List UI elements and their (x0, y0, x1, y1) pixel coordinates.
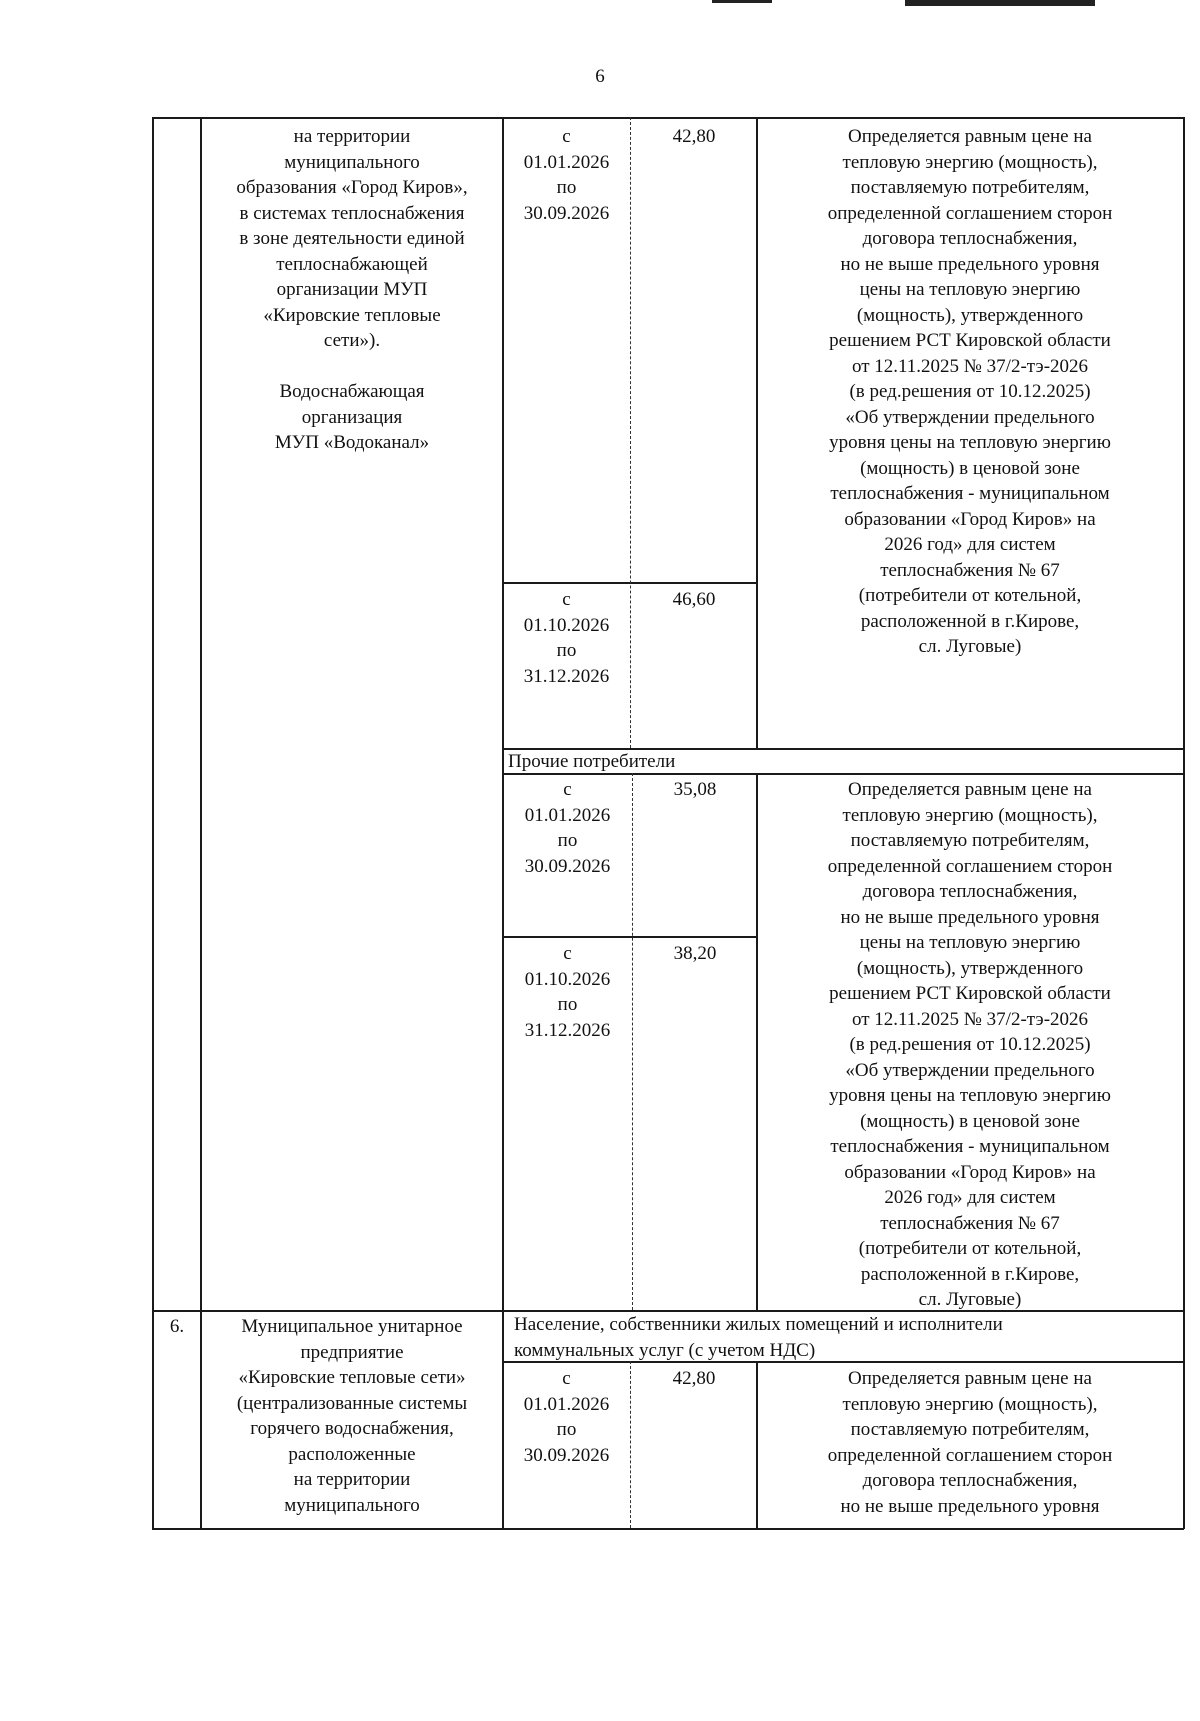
note-line: образовании «Город Киров» на (844, 508, 1096, 530)
date-line: с (563, 779, 572, 800)
text-line: (централизованные системы (236, 1392, 468, 1414)
date-line: 31.12.2026 (524, 1019, 611, 1041)
date-line: по (556, 177, 577, 198)
date-line: 01.01.2026 (523, 1393, 610, 1415)
note-line: решением РСТ Кировской области (829, 983, 1111, 1004)
note-line: теплоснабжения № 67 (880, 559, 1060, 581)
other-consumers-note (758, 777, 1182, 1313)
row6-number: 6. (169, 1316, 185, 1337)
text-line: на территории (293, 1469, 411, 1490)
text-line: расположенные (288, 1443, 416, 1465)
note-line: договора теплоснабжения, (862, 881, 1078, 902)
note-line: тепловую энергию (мощность), (842, 151, 1098, 173)
row5-period-2-value: 46,60 (672, 589, 716, 610)
note-line: (мощность), утвержденного (856, 304, 1084, 326)
date-line: 30.09.2026 (524, 855, 611, 877)
note-line: тепловую энергию (мощность), (842, 804, 1098, 826)
text-line: Муниципальное унитарное (241, 1316, 463, 1337)
scan-artifact (905, 0, 1095, 6)
note-line: уровня цены на тепловую энергию (829, 432, 1111, 453)
note-line: теплоснабжения - муниципальном (830, 483, 1110, 504)
note-line: Определяется равным цене на (848, 1368, 1092, 1389)
note-line: расположенной в г.Кирове, (860, 1263, 1080, 1285)
note-line: 2026 год» для систем (884, 534, 1056, 555)
note-line: (потребители от котельной, (858, 1238, 1082, 1259)
note-line: поставляемую потребителям, (850, 1419, 1090, 1440)
note-line: поставляемую потребителям, (850, 830, 1090, 851)
note-line: теплоснабжения - муниципальном (830, 1136, 1110, 1157)
date-line: 01.10.2026 (523, 614, 610, 636)
row5-org-text (204, 124, 500, 456)
col-border-date-other (632, 773, 633, 1310)
date-line: 30.09.2026 (523, 202, 610, 224)
text-line: муниципального (284, 1494, 420, 1516)
note-line: Определяется равным цене на (848, 779, 1092, 800)
date-line: по (556, 1419, 577, 1440)
header-line: коммунальных услуг (с учетом НДС) (514, 1339, 816, 1361)
note-line: тепловую энергию (мощность), (842, 1393, 1098, 1415)
row6-period-value: 42,80 (672, 1368, 716, 1389)
text-line: организации МУП (276, 279, 428, 300)
note-line: от 12.11.2025 № 37/2-тэ-2026 (851, 355, 1089, 377)
note-line: образовании «Город Киров» на (844, 1161, 1096, 1183)
text-line: в системах теплоснабжения (239, 202, 465, 224)
text-line: горячего водоснабжения, (250, 1418, 454, 1439)
note-line: Определяется равным цене на (848, 126, 1092, 147)
text-line: Водоснабжающая (279, 381, 425, 402)
row6-note (758, 1366, 1182, 1519)
date-line: 01.10.2026 (524, 968, 611, 990)
note-line: «Об утверждении предельного (845, 406, 1095, 428)
text-line: «Кировские тепловые сети» (238, 1367, 466, 1388)
note-line: (в ред.решения от 10.12.2025) (849, 1034, 1091, 1055)
other-period-divider (502, 936, 756, 938)
row6-period-dates (504, 1366, 629, 1468)
note-line: (мощность), утвержденного (856, 957, 1084, 979)
row5-period-2-dates (504, 587, 629, 689)
row5-period-1-value: 42,80 (672, 126, 716, 147)
table-bottom-border (152, 1528, 1184, 1530)
note-line: теплоснабжения № 67 (880, 1212, 1060, 1234)
text-line: теплоснабжающей (276, 253, 428, 275)
note-line: уровня цены на тепловую энергию (829, 1085, 1111, 1106)
note-line: (потребители от котельной, (858, 585, 1082, 606)
other-period-2-dates (504, 941, 631, 1043)
note-line: цены на тепловую энергию (859, 932, 1081, 953)
note-line: определенной соглашением сторон (827, 202, 1113, 224)
text-line: МУП «Водоканал» (274, 432, 430, 453)
scan-artifact (712, 0, 772, 3)
date-line: 30.09.2026 (523, 1444, 610, 1466)
page-number: 6 (595, 66, 605, 87)
other-consumers-header: Прочие потребители (508, 751, 676, 772)
row6-org-text (204, 1314, 500, 1518)
col-border-date-row6 (630, 1361, 631, 1528)
note-line: 2026 год» для систем (884, 1187, 1056, 1208)
date-line: 01.01.2026 (524, 804, 611, 826)
text-line (204, 354, 500, 380)
note-line: определенной соглашением сторон (827, 855, 1113, 877)
other-period-2-value: 38,20 (673, 943, 717, 964)
text-line: муниципального (284, 151, 420, 173)
col-border-date-row5 (630, 117, 631, 748)
col-border-right (1183, 117, 1185, 1529)
row5-period-1-dates (504, 124, 629, 226)
note-line: поставляемую потребителям, (850, 177, 1090, 198)
note-line: определенной соглашением сторон (827, 1444, 1113, 1466)
note-line: «Об утверждении предельного (845, 1059, 1095, 1081)
text-line: «Кировские тепловые (263, 304, 441, 326)
text-line: предприятие (300, 1341, 404, 1363)
note-line: сл. Луговые) (918, 636, 1022, 657)
row5-note (758, 124, 1182, 660)
date-line: с (562, 126, 571, 147)
note-line: но не выше предельного уровня (840, 253, 1100, 275)
date-line: по (556, 640, 577, 661)
text-line: образования «Город Киров», (236, 177, 468, 198)
note-line: (мощность) в ценовой зоне (860, 1110, 1080, 1132)
note-line: но не выше предельного уровня (840, 906, 1100, 928)
date-line: с (562, 589, 571, 610)
note-line: расположенной в г.Кирове, (860, 610, 1080, 632)
note-line: сл. Луговые) (918, 1289, 1022, 1310)
date-line: с (563, 943, 572, 964)
header-line: Население, собственники жилых помещений и исполнители (514, 1314, 1003, 1335)
row5-period-divider (502, 582, 756, 584)
note-line: решением РСТ Кировской области (829, 330, 1111, 351)
other-period-1-value: 35,08 (673, 779, 717, 800)
text-line: организация (301, 406, 403, 428)
other-period-1-dates (504, 777, 631, 879)
note-line: договора теплоснабжения, (862, 228, 1078, 249)
note-line: цены на тепловую энергию (859, 279, 1081, 300)
text-line: сети»). (323, 330, 381, 351)
date-line: по (557, 830, 578, 851)
date-line: 01.01.2026 (523, 151, 610, 173)
text-line: в зоне деятельности единой (239, 228, 465, 249)
col-border-num (200, 117, 202, 1529)
row6-group-header (514, 1312, 1179, 1363)
note-line: договора теплоснабжения, (862, 1470, 1078, 1491)
date-line: 31.12.2026 (523, 665, 610, 687)
note-line: но не выше предельного уровня (840, 1495, 1100, 1517)
table-top-border (152, 117, 1184, 119)
note-line: (в ред.решения от 10.12.2025) (849, 381, 1091, 402)
date-line: по (557, 994, 578, 1015)
date-line: с (562, 1368, 571, 1389)
note-line: (мощность) в ценовой зоне (860, 457, 1080, 479)
text-line: на территории (293, 126, 411, 147)
note-line: от 12.11.2025 № 37/2-тэ-2026 (851, 1008, 1089, 1030)
